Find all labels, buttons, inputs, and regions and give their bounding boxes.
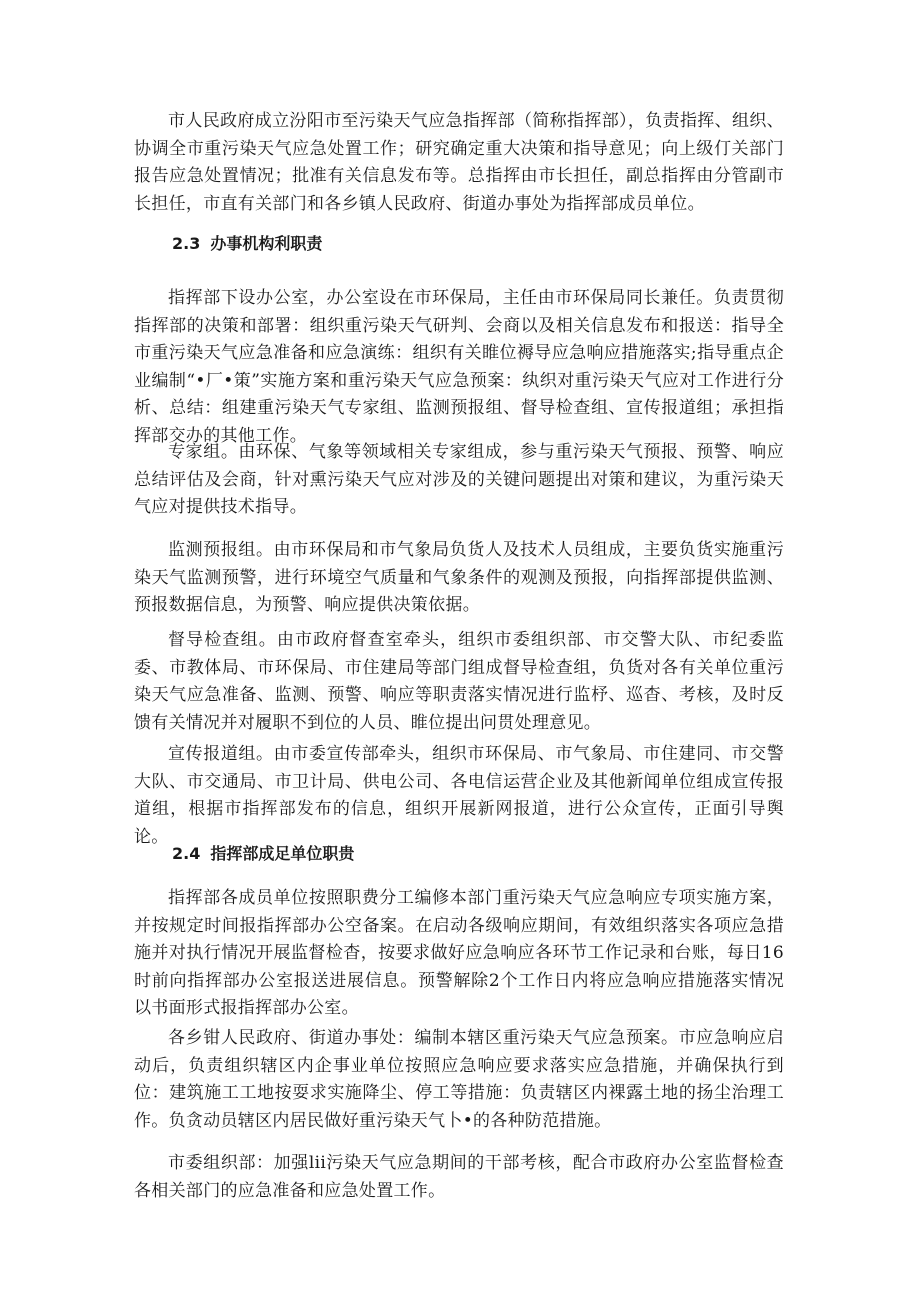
paragraph-text: 市人民政府成立汾阳市至污染天气应急指挥部（简称指挥部），负责指挥、组织、协调全市重污染天气应急处置工作；研究确定重大决策和指导意见；向上级仃关部门报告应急处置情况；批准有关信息发布等。总指挥由市长担任，副总指挥由分管副市长担任，市直有关部门和各乡镇人民政府、街道办事处为指挥部成员单位。 [134, 111, 784, 214]
section-number: 2.3 [172, 234, 201, 253]
paragraph-publicity-group [134, 741, 784, 851]
section-title: 指挥部成足单位职贵 [210, 844, 355, 863]
paragraph-text: 市委组织部：加强lii污染天气应急期间的干部考核，配合市政府办公室监督检查各相关部门的应急准备和应急处置工作。 [134, 1153, 784, 1201]
section-title: 办事机构利职责 [210, 234, 323, 253]
paragraph-text: 指挥部下设办公室，办公室设在市环保局，主任由市环保局同长兼任。负责贯彻指挥部的决策和部署：组织重污染天气研判、会商以及相关信息发布和报送：指导全市重污染天气应急准备和应急演练：组织有关睢位褥导应急响应措施落实;指导重点企业编制“•厂•策”实施方案和重污染天气应急预案：纨织对重污染天气应对工作进行分析、总结：组建重污染天气专家组、监测预报组、督导检查组、宣传报道组；承担指挥部交办的其他工作。 [134, 288, 784, 446]
paragraph-expert-group [134, 439, 784, 522]
paragraph-text: 各乡钳人民政府、街道办事处：编制本辖区重污染天气应急预案。市应急响应启动后，负责组织辖区内企事业单位按照应急响应要求落实应急措施，并确保执行到位：建筑施工工地按耍求实施降尘、停工等措施：负责辖区内裸露土地的扬尘治理工作。负贪动员辖区内居民做好重污染天气卜•的各种防范措施。 [134, 1028, 784, 1131]
paragraph-text: 专家组。由环保、气象等领域相关专家组成，参与重污染天气预报、预警、响应总结评估及会商，针对熏污染天气应对涉及的关键问题提出对策和建议，为重污染天气应对提供技术指导。 [134, 442, 784, 517]
paragraph-inspection-group [134, 627, 784, 737]
paragraph-township-government [134, 1025, 784, 1135]
section-heading-2-3 [172, 233, 322, 255]
section-number: 2.4 [172, 844, 201, 863]
paragraph-text: 督导检查组。由市政府督查室牵头，组织市委组织部、市交警大队、市纪委监委、市教体局、市环保局、市住建局等部门组成督导检查组，负货对各有关单位重污染天气应急准备、监测、预警、响应等职责落实情况进行监杼、巡杳、考核，及时反馈有关情况并对履职不到位的人员、睢位提出问贯处理意见。 [134, 630, 784, 733]
paragraph-command-headquarters [134, 108, 784, 218]
paragraph-organization-department [134, 1150, 784, 1205]
paragraph-member-units [134, 885, 784, 1023]
paragraph-text: 宣传报道组。由市委宣传部牵头，组织市环保局、市气象局、市住建同、市交警大队、市交通局、市卫计局、供电公司、各电信运营企业及其他新闻单位组成宣传报道组，根据市指挥部发布的信息，组织开展新网报道，进行公众宣传，正面引导舆论。 [134, 744, 784, 847]
paragraph-text: 监测预报组。由市环保局和市气象局负货人及技术人员组成，主要负货实施重污染天气监测预警，进行环境空气质量和气象条件的观测及预报，向指挥部提供监测、预报数据信息，为预警、响应提供决策依据。 [134, 540, 784, 615]
section-heading-2-4 [172, 843, 354, 865]
paragraph-text: 指挥部各成员单位按照职费分工编修本部门重污染天气应急响应专项实施方案，并按规定时间报指挥部办公空备案。在启动各级响应期间，有效组织落实各项应急措施并对执行情况开展监督检杳，按要求做好应急响应各环节工作记录和台账，每日16时前向指挥部办公室报送进展信息。预警解除2个工作日内将应急响应措施落实情况以书面形式报指挥部办公室。 [134, 888, 784, 1018]
paragraph-monitoring-group [134, 537, 784, 620]
paragraph-office-duties [134, 285, 784, 450]
